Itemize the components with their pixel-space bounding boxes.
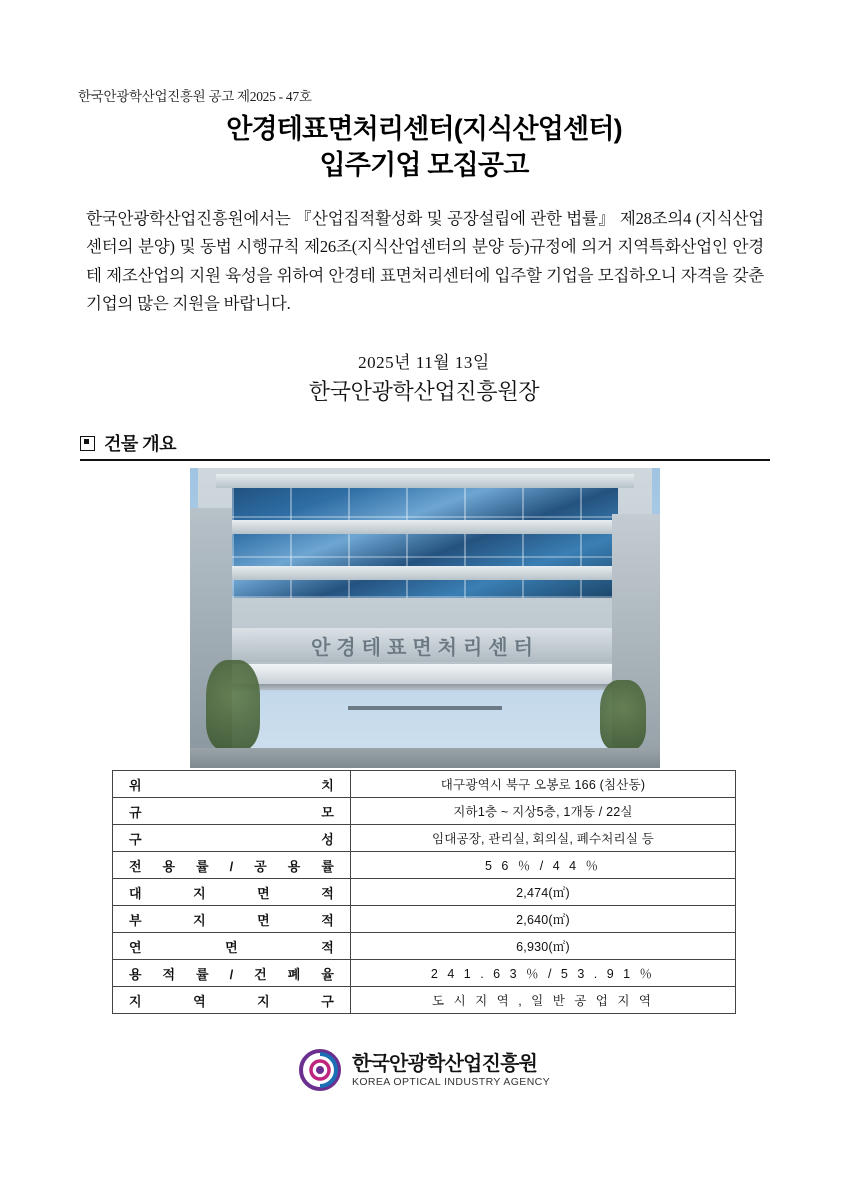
photo-entrance-canopy (210, 664, 640, 684)
table-row (113, 906, 736, 933)
issuing-organization: 한국안광학산업진흥원장 (308, 379, 540, 404)
row-value: 대구광역시 북구 오봉로 166 (침산동) (351, 771, 736, 798)
section-heading-label: 건물 개요 (104, 434, 177, 454)
filled-square-icon (80, 436, 95, 451)
notice-date: 2025년 11월 13일 (358, 353, 490, 372)
row-value: 2 4 1 . 6 3 ％ / 5 3 . 9 1 ％ (351, 960, 736, 987)
building-overview-table (112, 770, 736, 1014)
title-line-2: 입주기업 모집공고 (319, 149, 529, 180)
row-key: 규 모 (113, 798, 351, 825)
notice-number: 한국안광학산업진흥원 공고 제2025 - 47호 (78, 89, 312, 104)
row-key: 용 적 률 / 건 폐 율 (113, 960, 351, 987)
row-key: 지 역 지 구 (113, 987, 351, 1014)
photo-facade-band (216, 474, 634, 488)
agency-name-ko: 한국안광학산업진흥원 (351, 1052, 538, 1075)
row-value: 6,930(㎡) (351, 933, 736, 960)
photo-building-sign: 안경테표면처리센터 (232, 628, 618, 662)
agency-name-en: KOREA OPTICAL INDUSTRY AGENCY (351, 1075, 551, 1088)
row-key: 대 지 면 적 (113, 879, 351, 906)
table-row (113, 852, 736, 879)
photo-tree (600, 680, 646, 750)
section-divider (80, 459, 770, 461)
row-value: 도 시 지 역 , 일 반 공 업 지 역 (351, 987, 736, 1014)
footer-logo-text (352, 1053, 550, 1088)
table-row (113, 771, 736, 798)
building-photo (190, 468, 660, 768)
table-body (113, 771, 736, 1014)
photo-tree (206, 660, 260, 750)
row-key: 부 지 면 적 (113, 906, 351, 933)
table-row (113, 960, 736, 987)
intro-paragraph: 한국안광학산업진흥원에서는 『산업집적활성화 및 공장설립에 관한 법률』 제28조의4 (지식산업센터의 분양) 및 동법 시행규칙 제26조(지식산업센터의 분양 등)규정에 의거 지역특화산업인 안경테 제조산업의 지원 육성을 위하여 안경테 표면처리센터에 입주할 기업을 모집하오니 자격을 갖춘 기업의 많은 지원을 바랍니다. (86, 209, 764, 314)
table-row (113, 879, 736, 906)
row-key: 구 성 (113, 825, 351, 852)
row-key: 위 치 (113, 771, 351, 798)
row-value: 임대공장, 관리실, 회의실, 폐수처리실 등 (351, 825, 736, 852)
photo-building-facade (198, 468, 652, 690)
photo-facade-band (216, 520, 634, 534)
photo-entrance-door (348, 706, 502, 710)
table-row (113, 825, 736, 852)
photo-facade-band (216, 566, 634, 580)
table-row (113, 933, 736, 960)
row-value: 2,640(㎡) (351, 906, 736, 933)
table-row (113, 987, 736, 1014)
row-key: 전 용 률 / 공 용 률 (113, 852, 351, 879)
title-line-1: 안경테표면처리센터(지식산업센터) (226, 114, 622, 144)
row-key: 연 면 적 (113, 933, 351, 960)
photo-ground (190, 748, 660, 768)
table-row (113, 798, 736, 825)
row-value: 2,474(㎡) (351, 879, 736, 906)
optical-agency-logo-icon (298, 1048, 342, 1092)
page-title (0, 112, 848, 184)
row-value: 지하1층 ~ 지상5층, 1개동 / 22실 (351, 798, 736, 825)
footer-logo (0, 1048, 848, 1092)
section-heading-building-overview (80, 430, 176, 456)
row-value: 5 6 ％ / 4 4 ％ (351, 852, 736, 879)
